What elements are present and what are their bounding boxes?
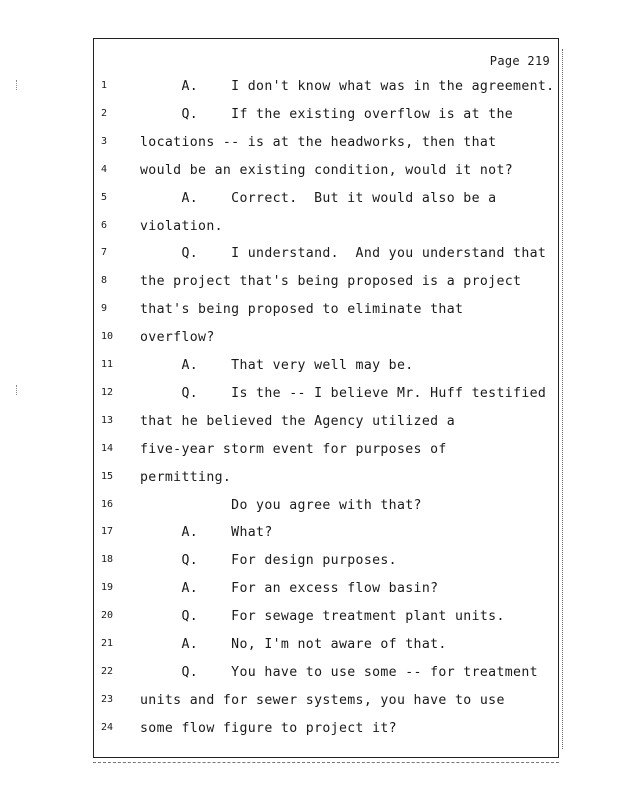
transcript-line [94,693,558,711]
line-text: Q. Is the -- I believe Mr. Huff testified [140,385,547,401]
transcript-line [94,470,558,488]
line-text: A. Correct. But it would also be a [140,190,497,206]
line-number: 3 [101,135,108,147]
line-text: A. That very well may be. [140,358,414,373]
line-number: 8 [101,275,108,287]
line-number: 24 [101,721,114,733]
line-number: 5 [101,191,108,203]
transcript-line [94,219,558,237]
line-number: 20 [101,610,114,622]
line-number: 15 [101,470,114,482]
margin-mark [16,80,20,90]
transcript-line [94,163,558,181]
line-text: the project that's being proposed is a project [140,274,522,290]
line-text: violation. [140,218,223,234]
line-text: Q. For sewage treatment plant units. [140,609,505,625]
line-text: overflow? [140,330,215,346]
line-number: 14 [101,442,114,454]
line-number: 19 [101,582,114,594]
line-number: 10 [101,331,114,343]
page-number: Page 219 [489,54,550,68]
transcript-line [94,414,558,432]
line-text: A. No, I'm not aware of that. [140,637,447,652]
line-number: 7 [101,247,108,259]
line-number: 2 [101,107,108,119]
transcript-line [94,358,558,376]
line-text: Q. For design purposes. [140,553,397,569]
transcript-line [94,637,558,655]
line-number: 17 [101,526,114,538]
transcript-page [93,38,559,758]
transcript-line [94,274,558,292]
line-number: 13 [101,414,114,426]
transcript-line [94,191,558,209]
line-number: 16 [101,498,114,510]
transcript-line [94,107,558,125]
line-text: permitting. [140,469,232,485]
transcript-line [94,498,558,516]
line-text: Q. I understand. And you understand that [140,246,547,262]
line-text: that's being proposed to eliminate that [140,302,464,318]
line-text: units and for sewer systems, you have to use [140,692,505,708]
line-text: some flow figure to project it? [140,720,397,736]
transcript-line [94,609,558,627]
margin-mark [16,385,20,395]
line-text: locations -- is at the headworks, then that [140,134,497,150]
bottom-rule [93,762,559,763]
line-text: A. What? [140,525,273,541]
transcript-line [94,386,558,404]
line-number: 1 [101,80,108,91]
line-number: 4 [101,163,108,175]
transcript-line [94,553,558,571]
line-text: that he believed the Agency utilized a [140,413,456,429]
line-number: 23 [101,693,114,705]
line-number: 12 [101,386,114,398]
transcript-line [94,135,558,153]
transcript-line [94,442,558,460]
line-text: Do you agree with that? [140,497,422,513]
transcript-line [94,79,558,97]
transcript-line [94,581,558,599]
line-text: Q. If the existing overflow is at the [140,106,514,122]
line-number: 22 [101,665,114,677]
transcript-line [94,721,558,739]
line-text: would be an existing condition, would it not? [140,162,514,178]
line-text: A. For an excess flow basin? [140,581,439,597]
line-text: A. I don't know what was in the agreement. [140,79,555,94]
transcript-line [94,302,558,320]
transcript-line [94,525,558,543]
transcript-line [94,665,558,683]
transcript-line [94,246,558,264]
transcript-line [94,330,558,348]
line-text: five-year storm event for purposes of [140,441,447,457]
line-number: 21 [101,638,114,649]
line-number: 6 [101,219,108,231]
line-number: 9 [101,303,108,315]
line-number: 18 [101,554,114,566]
line-number: 11 [101,359,114,370]
line-text: Q. You have to use some -- for treatment [140,664,538,680]
